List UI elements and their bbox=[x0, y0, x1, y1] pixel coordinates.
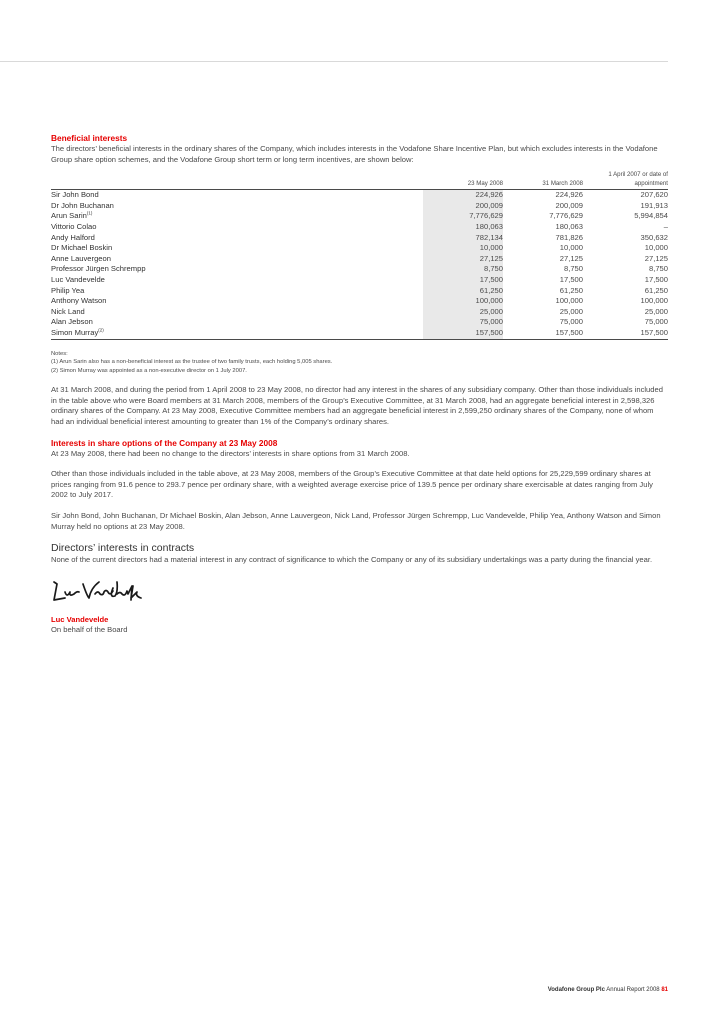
shares-31-march-2008: 17,500 bbox=[559, 274, 583, 284]
share-options-paragraph-2: Other than those individuals included in the table above, at 23 May 2008, members of the Group’s Executive Committee at that date held options for 25,229,599 ordinary shares at prices ranging from 91.6 pence to 293.7 pence per ordinary share, with a weighted average exercise price of 139.5 pence per ordinary share exercisable at dates ranging from July 2002 to July 2017. bbox=[51, 469, 653, 500]
shares-1-april-2007: 191,913 bbox=[640, 200, 668, 210]
shares-23-may-2008: 25,000 bbox=[423, 307, 503, 318]
director-name-cell bbox=[51, 233, 423, 244]
subsidiary-interests-paragraph: At 31 March 2008, and during the period from 1 April 2008 to 23 May 2008, no director had any interest in the shares of any subsidiary company. Other than those individuals included in the table above who were Board members at 31 March 2008, members of the Group’s Executive Committee, at 31 March 2008, had an aggregate beneficial interest in 2,598,326 ordinary shares of the Company. At 23 May 2008, Executive Committee members had an aggregate beneficial interest in 2,599,250 ordinary shares of the Company, none of whom had an individual beneficial interest amounting to greater than 1% of the Company’s ordinary shares. bbox=[51, 385, 663, 427]
shares-23-may-2008: 180,063 bbox=[423, 222, 503, 233]
director-name: Anne Lauvergeon bbox=[51, 253, 111, 263]
signature-image bbox=[51, 576, 151, 604]
table-row bbox=[51, 317, 668, 328]
shares-23-may-2008: 782,134 bbox=[423, 233, 503, 244]
signatory-role: On behalf of the Board bbox=[51, 624, 128, 634]
shares-23-may-2008: 75,000 bbox=[423, 317, 503, 328]
director-name-cell bbox=[51, 254, 423, 265]
shares-31-march-2008: 75,000 bbox=[559, 317, 583, 327]
table-row bbox=[51, 243, 668, 254]
beneficial-interests-table bbox=[51, 171, 668, 339]
note-2: (2) Simon Murray was appointed as a non-executive director on 1 July 2007. bbox=[51, 367, 247, 374]
shares-1-april-2007: – bbox=[663, 221, 668, 231]
shares-1-april-2007: 10,000 bbox=[644, 243, 668, 253]
shares-31-march-2008: 61,250 bbox=[559, 285, 583, 295]
table-row bbox=[51, 233, 668, 244]
shares-31-march-2008: 8,750 bbox=[563, 264, 583, 274]
table-header-row bbox=[51, 171, 668, 190]
table-row bbox=[51, 254, 668, 265]
director-name-cell bbox=[51, 275, 423, 286]
director-name: Luc Vandevelde bbox=[51, 274, 105, 284]
shares-23-may-2008: 10,000 bbox=[423, 243, 503, 254]
director-name-cell bbox=[51, 328, 423, 339]
shares-1-april-2007: 157,500 bbox=[583, 328, 668, 339]
director-name: Vittorio Colao bbox=[51, 221, 97, 231]
shares-23-may-2008: 8,750 bbox=[423, 264, 503, 275]
shares-1-april-2007: 100,000 bbox=[640, 296, 668, 306]
footnote-marker: (2) bbox=[98, 327, 104, 333]
table-notes bbox=[51, 350, 668, 376]
header-rule bbox=[0, 61, 668, 62]
shares-31-march-2008: 200,009 bbox=[555, 200, 583, 210]
director-name-cell bbox=[51, 286, 423, 297]
shares-31-march-2008: 224,926 bbox=[555, 190, 583, 200]
shares-1-april-2007: 25,000 bbox=[644, 306, 668, 316]
footnote-marker: (1) bbox=[86, 210, 93, 216]
shares-23-may-2008: 61,250 bbox=[423, 286, 503, 297]
shares-31-march-2008: 27,125 bbox=[559, 253, 583, 263]
director-name: Nick Land bbox=[51, 306, 85, 316]
table-row bbox=[51, 264, 668, 275]
share-options-paragraph-1: At 23 May 2008, there had been no change to the directors’ interests in share options from 31 March 2008. bbox=[51, 448, 410, 458]
table-row bbox=[51, 201, 668, 212]
shares-1-april-2007: 27,125 bbox=[644, 253, 668, 263]
share-options-heading: Interests in share options of the Company at 23 May 2008 bbox=[51, 437, 278, 448]
shares-23-may-2008: 200,009 bbox=[423, 201, 503, 212]
director-name-cell bbox=[51, 296, 423, 307]
shares-1-april-2007: 17,500 bbox=[644, 274, 668, 284]
director-name: Sir John Bond bbox=[51, 190, 99, 200]
director-name: Philip Yea bbox=[51, 285, 85, 295]
director-name-cell bbox=[51, 307, 423, 318]
director-name-cell bbox=[51, 222, 423, 233]
director-name-cell bbox=[51, 317, 423, 328]
director-name: Andy Halford bbox=[51, 232, 95, 242]
table-row bbox=[51, 190, 668, 201]
shares-31-march-2008: 10,000 bbox=[559, 243, 583, 253]
table-row bbox=[51, 222, 668, 233]
table-row bbox=[51, 307, 668, 318]
footer-report: Annual Report 2008 bbox=[606, 987, 660, 993]
shares-31-march-2008: 7,776,629 bbox=[549, 211, 583, 221]
shares-31-march-2008: 25,000 bbox=[559, 306, 583, 316]
note-1: (1) Arun Sarin also has a non-beneficial interest as the trustee of two family trusts, each holding 5,005 shares. bbox=[51, 359, 333, 366]
shares-1-april-2007: 5,994,854 bbox=[634, 211, 668, 221]
director-name: Anthony Watson bbox=[51, 296, 107, 306]
shares-31-march-2008: 157,500 bbox=[503, 328, 583, 339]
table-row bbox=[51, 328, 668, 339]
shares-1-april-2007: 8,750 bbox=[648, 264, 668, 274]
name-column-header bbox=[51, 171, 423, 190]
director-name-cell bbox=[51, 201, 423, 212]
director-name-cell bbox=[51, 190, 423, 201]
page-number: 81 bbox=[661, 987, 668, 993]
shares-1-april-2007: 207,620 bbox=[640, 190, 668, 200]
director-name: Professor Jürgen Schrempp bbox=[51, 264, 146, 274]
footer-company: Vodafone Group Plc bbox=[547, 987, 605, 993]
director-name: Arun Sarin bbox=[51, 211, 87, 221]
director-name: Alan Jebson bbox=[51, 317, 93, 327]
table-row bbox=[51, 211, 668, 222]
beneficial-interests-heading: Beneficial interests bbox=[51, 133, 128, 143]
column-header-31-march-2008: 31 March 2008 bbox=[503, 171, 583, 190]
contracts-paragraph: None of the current directors had a material interest in any contract of significance to which the Company or any of its subsidiary undertakings was a party during the financial year. bbox=[51, 555, 653, 565]
shares-23-may-2008: 17,500 bbox=[423, 275, 503, 286]
table-row bbox=[51, 275, 668, 286]
shares-1-april-2007: 61,250 bbox=[644, 285, 668, 295]
director-name-cell bbox=[51, 243, 423, 254]
column-header-1-april-2007-text: 1 April 2007 or date of appointment bbox=[608, 171, 668, 187]
table-row bbox=[51, 296, 668, 307]
table-row bbox=[51, 286, 668, 297]
shares-23-may-2008: 27,125 bbox=[423, 254, 503, 265]
director-name: Dr John Buchanan bbox=[51, 200, 114, 210]
page-content bbox=[51, 133, 668, 635]
director-name: Simon Murray bbox=[51, 327, 99, 337]
contracts-heading: Directors’ interests in contracts bbox=[51, 542, 195, 555]
director-name-cell bbox=[51, 264, 423, 275]
director-name-cell bbox=[51, 211, 423, 222]
column-header-1-april-2007 bbox=[583, 171, 668, 190]
page-footer bbox=[548, 987, 668, 993]
shares-23-may-2008: 224,926 bbox=[423, 190, 503, 201]
shares-23-may-2008: 7,776,629 bbox=[423, 211, 503, 222]
table-body bbox=[51, 190, 668, 339]
shares-23-may-2008: 100,000 bbox=[423, 296, 503, 307]
shares-1-april-2007: 75,000 bbox=[644, 317, 668, 327]
shares-1-april-2007: 350,632 bbox=[640, 232, 668, 242]
shares-31-march-2008: 180,063 bbox=[555, 221, 583, 231]
column-header-23-may-2008: 23 May 2008 bbox=[423, 171, 503, 190]
shares-23-may-2008: 157,500 bbox=[423, 328, 503, 339]
shares-31-march-2008: 781,826 bbox=[555, 232, 583, 242]
beneficial-interests-intro: The directors’ beneficial interests in the ordinary shares of the Company, which includes interests in the Vodafone Share Incentive Plan, but which excludes interests in the Vodafone Group share option schemes, and the Vodafone Group short term or long term incentives, are shown below: bbox=[51, 144, 658, 164]
director-name: Dr Michael Boskin bbox=[51, 243, 113, 253]
notes-title: Notes: bbox=[51, 350, 68, 357]
share-options-paragraph-3: Sir John Bond, John Buchanan, Dr Michael Boskin, Alan Jebson, Anne Lauvergeon, Nick Land, Professor Jürgen Schrempp, Luc Vandevelde, Philip Yea, Anthony Watson and Simon Murray held no options at 23 May 2008. bbox=[51, 511, 661, 531]
shares-31-march-2008: 100,000 bbox=[555, 296, 583, 306]
signatory-name: Luc Vandevelde bbox=[51, 614, 109, 624]
